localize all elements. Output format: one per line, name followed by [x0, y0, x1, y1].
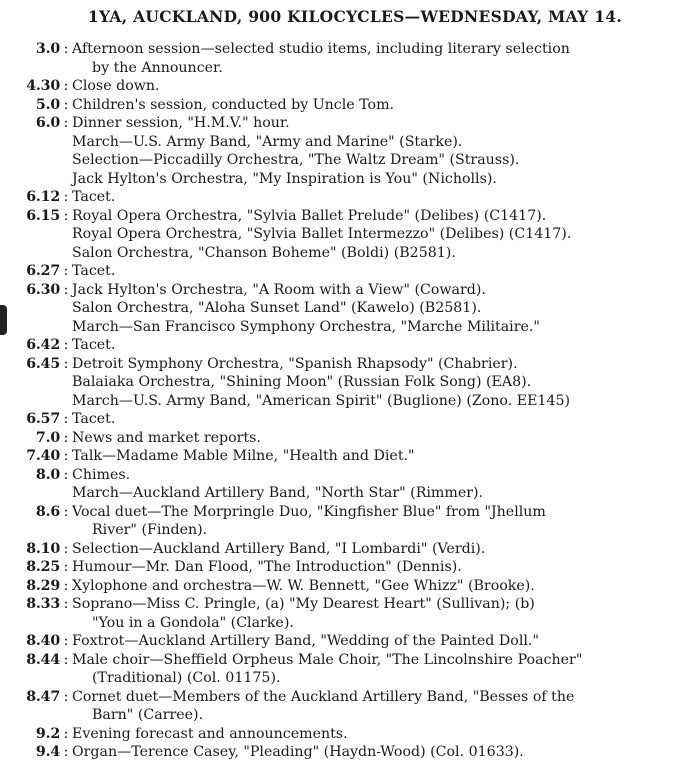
programme-entry — [18, 632, 680, 651]
programme-entry — [18, 410, 680, 429]
entry-line: Royal Opera Orchestra, "Sylvia Ballet Prelude" (Delibes) (C1417). — [72, 207, 547, 224]
entry-time: 5.0 — [35, 96, 60, 113]
entry-separator: : — [63, 355, 69, 372]
entry-separator: : — [63, 189, 69, 205]
entry-line: Organ—Terence Casey, "Pleading" (Haydn-Wood) (Col. 01633). — [72, 744, 524, 760]
entry-time: 6.15 — [26, 207, 60, 224]
entry-time: 6.12 — [26, 189, 60, 205]
entry-line: March—Auckland Artillery Band, "North Star" (Rimmer). — [72, 485, 484, 501]
entry-line: News and market reports. — [72, 429, 261, 446]
entry-separator: : — [63, 78, 69, 94]
entry-line: Selection—Piccadilly Orchestra, "The Waltz Dream" (Strauss). — [72, 152, 520, 168]
entry-body — [72, 447, 680, 466]
entry-body — [72, 743, 680, 762]
entry-body — [72, 429, 680, 448]
entry-separator: : — [63, 503, 69, 520]
entry-separator: : — [63, 411, 69, 427]
station-heading: 1YA, AUCKLAND, 900 KILOCYCLES—WEDNESDAY, MAY 14. — [87, 7, 623, 26]
entry-time: 6.45 — [26, 355, 60, 372]
programme-entry — [18, 281, 680, 337]
entry-body — [72, 281, 680, 337]
entry-time: 7.0 — [35, 429, 60, 446]
entry-body — [72, 725, 680, 744]
entry-body — [72, 188, 680, 207]
entry-time: 4.30 — [26, 78, 60, 94]
entry-line: "You in a Gondola" (Clarke). — [92, 614, 294, 631]
programme-entry — [18, 40, 680, 77]
programme-entry — [18, 743, 680, 762]
programme-entry — [18, 262, 680, 281]
entry-line: Chimes. — [72, 466, 131, 483]
entry-separator: : — [63, 96, 69, 113]
entry-line: March—San Francisco Symphony Orchestra, "Marche Militaire." — [72, 318, 540, 335]
entry-body — [72, 77, 680, 96]
entry-separator: : — [63, 651, 69, 668]
entry-line: Tacet. — [72, 411, 116, 427]
entry-line: Balaiaka Orchestra, "Shining Moon" (Russian Folk Song) (EA8). — [72, 374, 532, 390]
entry-time: 8.0 — [35, 466, 60, 483]
entry-line: Humour—Mr. Dan Flood, "The Introduction" (Dennis). — [72, 559, 462, 575]
entry-line: Tacet. — [72, 189, 116, 205]
programme-entry — [18, 725, 680, 744]
entry-line: Close down. — [72, 78, 160, 94]
entry-body — [72, 262, 680, 281]
entry-separator: : — [63, 337, 69, 353]
entry-body — [72, 410, 680, 429]
entry-line: March—U.S. Army Band, "American Spirit" (Buglione) (Zono. EE145) — [72, 392, 571, 409]
entry-line: Dinner session, "H.M.V." hour. — [72, 115, 290, 131]
entry-time: 9.2 — [35, 725, 60, 742]
entry-line: Xylophone and orchestra—W. W. Bennett, "Gee Whizz" (Brooke). — [72, 577, 535, 594]
programme-entry — [18, 540, 680, 559]
entry-line: (Traditional) (Col. 01175). — [92, 670, 281, 686]
entry-line: Salon Orchestra, "Chanson Boheme" (Boldi) (B2581). — [72, 244, 456, 261]
entry-time: 6.0 — [35, 115, 60, 131]
entry-line: Salon Orchestra, "Aloha Sunset Land" (Kawelo) (B2581). — [72, 300, 482, 316]
entry-line: Cornet duet—Members of the Auckland Artillery Band, "Besses of the — [72, 688, 575, 705]
programme-entry — [18, 595, 680, 632]
entry-time: 8.40 — [26, 633, 60, 649]
programme-entry — [18, 77, 680, 96]
programme-entry — [18, 651, 680, 688]
entry-time: 6.27 — [26, 263, 60, 279]
entry-separator: : — [63, 263, 69, 279]
entry-line: Jack Hylton's Orchestra, "My Inspiration is You" (Nicholls). — [72, 170, 497, 187]
entry-time: 8.10 — [26, 540, 60, 557]
entry-body — [72, 595, 680, 632]
page-edge-mark — [0, 305, 7, 335]
entry-line: Male choir—Sheffield Orpheus Male Choir, "The Lincolnshire Poacher" — [72, 651, 583, 668]
entry-body — [72, 114, 680, 188]
programme-entry — [18, 503, 680, 540]
entry-separator: : — [63, 540, 69, 557]
entry-body — [72, 577, 680, 596]
programme-entry — [18, 688, 680, 725]
entry-body — [72, 96, 680, 115]
entry-separator: : — [63, 559, 69, 575]
entry-separator: : — [63, 633, 69, 649]
entry-body — [72, 540, 680, 559]
entry-time: 8.29 — [26, 577, 60, 594]
entry-line: Royal Opera Orchestra, "Sylvia Ballet Intermezzo" (Delibes) (C1417). — [72, 226, 572, 242]
entry-line: Talk—Madame Mable Milne, "Health and Diet." — [72, 448, 415, 464]
entry-time: 8.44 — [26, 651, 60, 668]
entry-body — [72, 651, 680, 688]
programme-entry — [18, 188, 680, 207]
entry-time: 8.6 — [35, 503, 60, 520]
entry-line: River" (Finden). — [92, 522, 208, 538]
entry-separator: : — [63, 429, 69, 446]
entry-body — [72, 40, 680, 77]
programme-entry — [18, 355, 680, 411]
entry-line: Vocal duet—The Morpringle Duo, "Kingfisher Blue" from "Jhellum — [72, 503, 546, 520]
entry-line: Afternoon session—selected studio items, including literary selection — [72, 41, 570, 57]
programme-entry — [18, 466, 680, 503]
programme-list — [18, 40, 680, 762]
entry-separator: : — [63, 41, 69, 57]
entry-line: Jack Hylton's Orchestra, "A Room with a View" (Coward). — [72, 281, 486, 298]
entry-body — [72, 503, 680, 540]
entry-time: 6.42 — [26, 337, 60, 353]
entry-separator: : — [63, 744, 69, 760]
entry-line: March—U.S. Army Band, "Army and Marine" (Starke). — [72, 133, 463, 150]
entry-separator: : — [63, 281, 69, 298]
entry-line: Evening forecast and announcements. — [72, 725, 348, 742]
entry-line: Tacet. — [72, 263, 116, 279]
entry-separator: : — [63, 725, 69, 742]
programme-entry — [18, 558, 680, 577]
entry-separator: : — [63, 115, 69, 131]
programme-entry — [18, 96, 680, 115]
entry-body — [72, 632, 680, 651]
programme-entry — [18, 114, 680, 188]
programme-entry — [18, 207, 680, 263]
programme-entry — [18, 577, 680, 596]
entry-line: Foxtrot—Auckland Artillery Band, "Wedding of the Painted Doll." — [72, 633, 539, 649]
entry-time: 8.33 — [26, 596, 60, 612]
entry-time: 8.47 — [26, 688, 60, 705]
entry-line: by the Announcer. — [92, 59, 223, 76]
entry-separator: : — [63, 448, 69, 464]
entry-body — [72, 688, 680, 725]
entry-body — [72, 558, 680, 577]
entry-separator: : — [63, 466, 69, 483]
entry-line: Detroit Symphony Orchestra, "Spanish Rhapsody" (Chabrier). — [72, 355, 518, 372]
programme-entry — [18, 429, 680, 448]
entry-time: 7.40 — [26, 448, 60, 464]
entry-line: Selection—Auckland Artillery Band, "I Lombardi" (Verdi). — [72, 540, 486, 557]
entry-separator: : — [63, 207, 69, 224]
entry-line: Barn" (Carree). — [92, 707, 204, 723]
entry-separator: : — [63, 577, 69, 594]
entry-time: 8.25 — [26, 559, 60, 575]
entry-body — [72, 336, 680, 355]
entry-line: Tacet. — [72, 337, 116, 353]
entry-time: 6.30 — [26, 281, 60, 298]
entry-line: Soprano—Miss C. Pringle, (a) "My Dearest Heart" (Sullivan); (b) — [72, 596, 535, 612]
entry-time: 6.57 — [26, 411, 60, 427]
entry-line: Children's session, conducted by Uncle Tom. — [72, 96, 395, 113]
entry-body — [72, 207, 680, 263]
entry-body — [72, 355, 680, 411]
entry-time: 3.0 — [35, 41, 60, 57]
programme-entry — [18, 447, 680, 466]
entry-separator: : — [63, 596, 69, 612]
entry-body — [72, 466, 680, 503]
programme-entry — [18, 336, 680, 355]
entry-time: 9.4 — [35, 744, 60, 760]
entry-separator: : — [63, 688, 69, 705]
